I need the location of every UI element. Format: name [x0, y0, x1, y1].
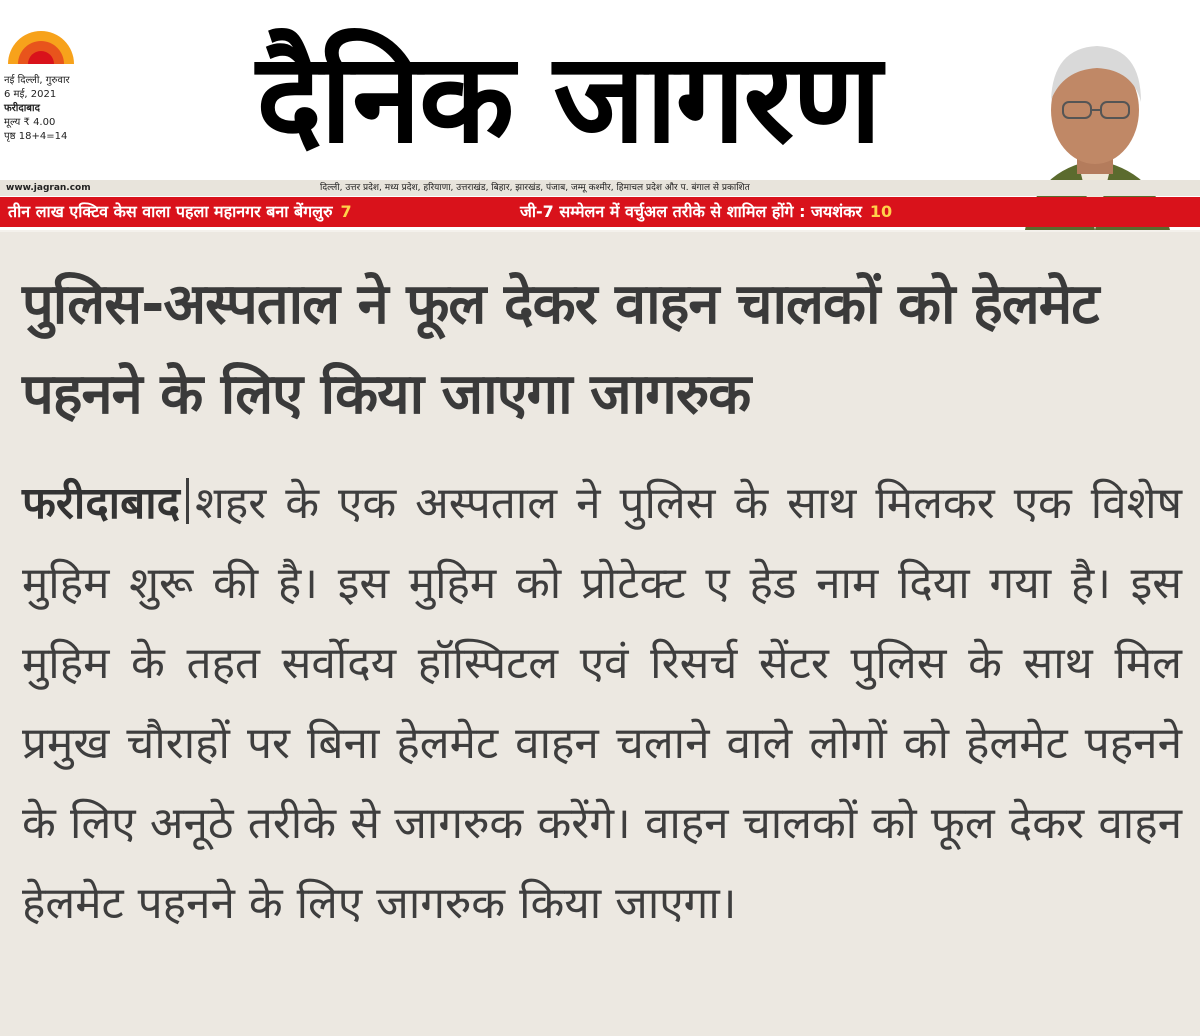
- news-article: [0, 232, 1200, 1036]
- jagran-sun-logo-icon: [4, 22, 78, 64]
- price: मूल्य ₹ 4.00: [4, 117, 56, 128]
- location-day: नई दिल्ली, गुरुवार: [4, 75, 70, 86]
- editions-line: दिल्ली, उत्तर प्रदेश, मध्य प्रदेश, हरियाणा, उत्तराखंड, बिहार, झारखंड, पंजाब, जम्मू कश्मीर, हिमाचल प्रदेश और प. बंगाल से प्रकाशित: [320, 183, 750, 193]
- headline-ticker: [0, 197, 1200, 227]
- article-headline: पुलिस-अस्पताल ने फूल देकर वाहन चालकों को हेलमेट पहनने के लिए किया जाएगा जागरुक: [22, 272, 1099, 427]
- ticker-item[interactable]: जी-7 सम्मेलन में वर्चुअल तरीके से शामिल होंगे : जयशंकर 10: [520, 202, 893, 221]
- edition-city: फरीदाबाद: [4, 103, 40, 114]
- ticker-page-number: 10: [869, 202, 893, 221]
- article-text: शहर के एक अस्पताल ने पुलिस के साथ मिलकर एक विशेष मुहिम शुरू की है। इस मुहिम को प्रोटेक्ट ए हेड नाम दिया गया है। इस मुहिम के तहत सर्वोदय हॉस्पिटल एवं रिसर्च सेंटर पुलिस के साथ मिल प्रमुख चौराहों पर बिना हेलमेट वाहन चलाने वाले लोगों को हेलमेट पहनने के लिए अनूठे तरीके से जागरुक करेंगे। वाहन चालकों को फूल देकर वाहन हेलमेट पहनने के लिए जागरुक किया जाएगा।: [22, 478, 1182, 929]
- page-count: पृष्ठ 18+4=14: [4, 131, 68, 142]
- ticker-page-number: 7: [340, 202, 352, 221]
- website-link[interactable]: www.jagran.com: [6, 183, 91, 193]
- masthead: [0, 0, 1200, 230]
- masthead-strip: [0, 180, 1200, 196]
- article-dateline: फरीदाबाद: [22, 478, 180, 529]
- issue-date: 6 मई, 2021: [4, 89, 57, 100]
- edition-info: [4, 74, 124, 144]
- article-body: [22, 464, 1182, 944]
- dateline-separator: [186, 478, 189, 524]
- newspaper-title: दैनिक जागरण: [256, 27, 880, 171]
- ticker-item[interactable]: तीन लाख एक्टिव केस वाला पहला महानगर बना बेंगलुरु 7: [8, 202, 352, 221]
